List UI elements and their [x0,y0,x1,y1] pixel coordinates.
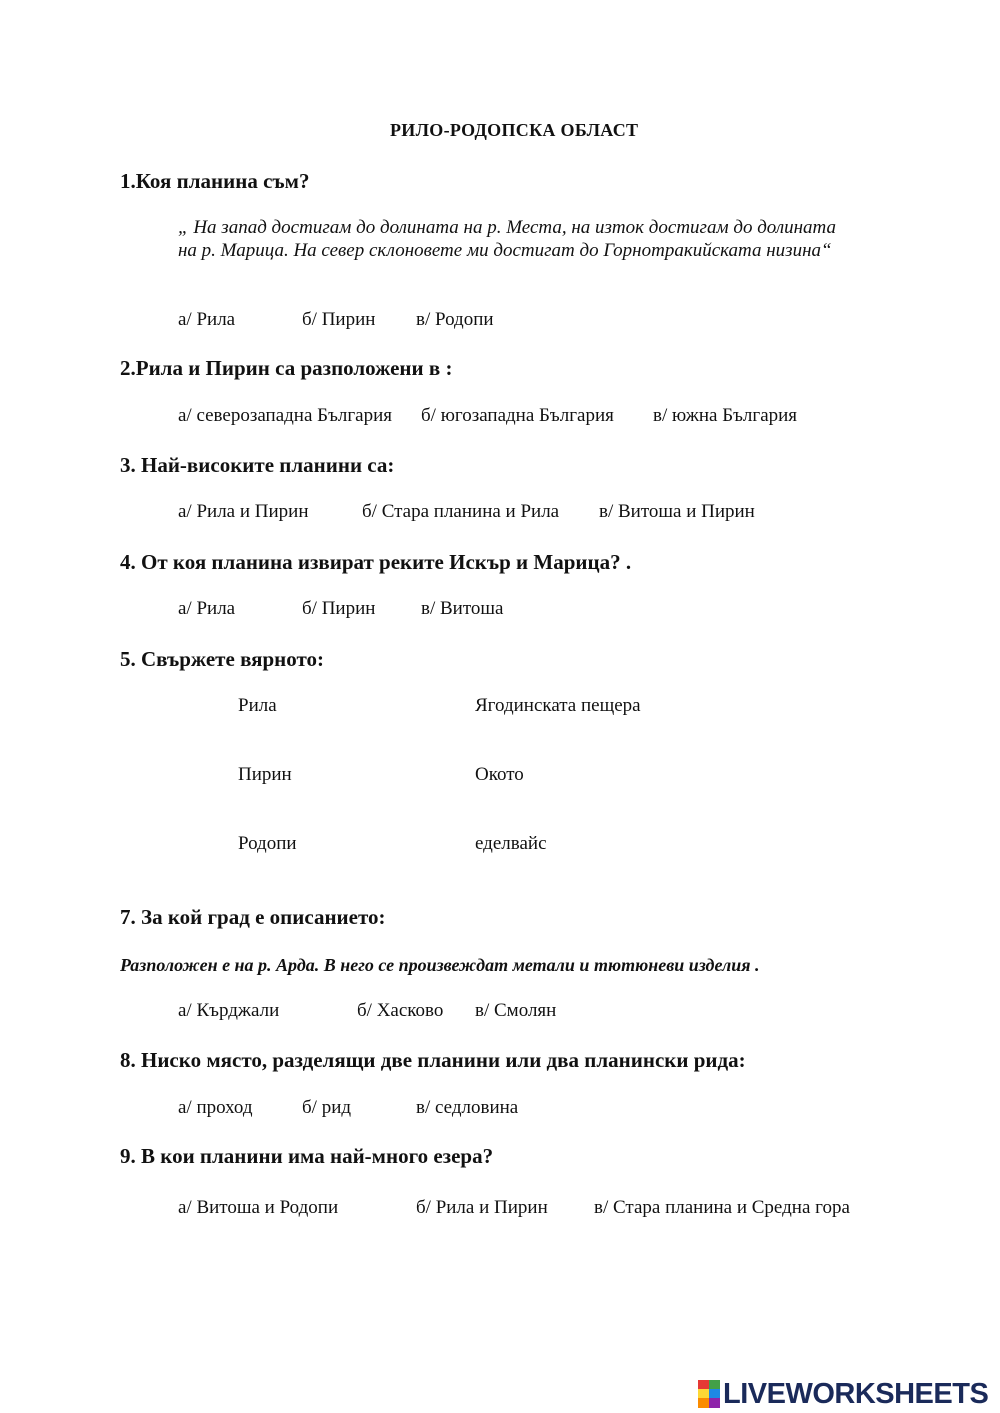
question-1: 1.Коя планина съм? [120,169,310,193]
question-7: 7. За кой град е описанието: [120,905,386,929]
q2-option-c[interactable]: в/ южна България [653,405,798,426]
q8-option-b[interactable]: б/ рид [302,1097,352,1118]
q9-option-b[interactable]: б/ Рила и Пирин [416,1197,548,1218]
q8-option-a[interactable]: а/ проход [178,1097,253,1118]
logo-block [698,1398,709,1408]
q1-option-b[interactable]: б/ Пирин [302,309,376,330]
liveworksheets-logo[interactable] [698,1378,988,1410]
q3-option-c[interactable]: в/ Витоша и Пирин [599,501,755,522]
q7-option-a[interactable]: а/ Кърджали [178,1000,280,1021]
q8-option-c[interactable]: в/ седловина [416,1097,519,1118]
q9-option-a[interactable]: а/ Витоша и Родопи [178,1197,339,1218]
q1-option-c[interactable]: в/ Родопи [416,309,494,330]
question-2: 2.Рила и Пирин са разположени в : [120,356,453,380]
q7-option-b[interactable]: б/ Хасково [357,1000,444,1021]
match-left-2[interactable]: Пирин [238,764,292,785]
match-right-2[interactable]: Окото [475,764,524,785]
logo-block [709,1389,720,1398]
q9-option-c[interactable]: в/ Стара планина и Средна гора [594,1197,850,1218]
question-3: 3. Най-високите планини са: [120,453,395,477]
question-8: 8. Ниско място, разделящи две планини или два планински рида: [120,1048,746,1072]
logo-block [698,1380,709,1389]
q2-option-a[interactable]: а/ северозападна България [178,405,393,426]
q7-option-c[interactable]: в/ Смолян [475,1000,557,1021]
question-5: 5. Свържете вярното: [120,647,325,671]
q3-option-a[interactable]: а/ Рила и Пирин [178,501,309,522]
liveworksheets-logo-text: LIVEWORKSHEETS [723,1377,989,1410]
logo-block [709,1398,720,1408]
match-left-3[interactable]: Родопи [238,833,297,854]
question-1-quote: „ На запад достигам до долината на р. Места, на изток достигам до долината на р. Марица. На север склоновете ми достигат до Горнотракийската низина“ [178,217,836,261]
q4-option-c[interactable]: в/ Витоша [421,598,504,619]
question-4: 4. От коя планина извират реките Искър и Марица? . [120,550,632,574]
q2-option-b[interactable]: б/ югозападна България [421,405,614,426]
liveworksheets-logo-icon [698,1380,720,1408]
match-right-1[interactable]: Ягодинската пещера [475,695,641,716]
worksheet-title: РИЛО-РОДОПСКА ОБЛАСТ [390,120,639,140]
q4-option-a[interactable]: а/ Рила [178,598,236,619]
question-7-description: Разположен е на р. Арда. В него се произвеждат метали и тютюневи изделия . [120,955,760,975]
logo-block [709,1380,720,1389]
match-left-1[interactable]: Рила [238,695,277,716]
match-right-3[interactable]: еделвайс [475,833,547,854]
q3-option-b[interactable]: б/ Стара планина и Рила [362,501,560,522]
q1-option-a[interactable]: а/ Рила [178,309,236,330]
q4-option-b[interactable]: б/ Пирин [302,598,376,619]
logo-block [698,1389,709,1398]
question-9: 9. В кои планини има най-много езера? [120,1144,494,1168]
